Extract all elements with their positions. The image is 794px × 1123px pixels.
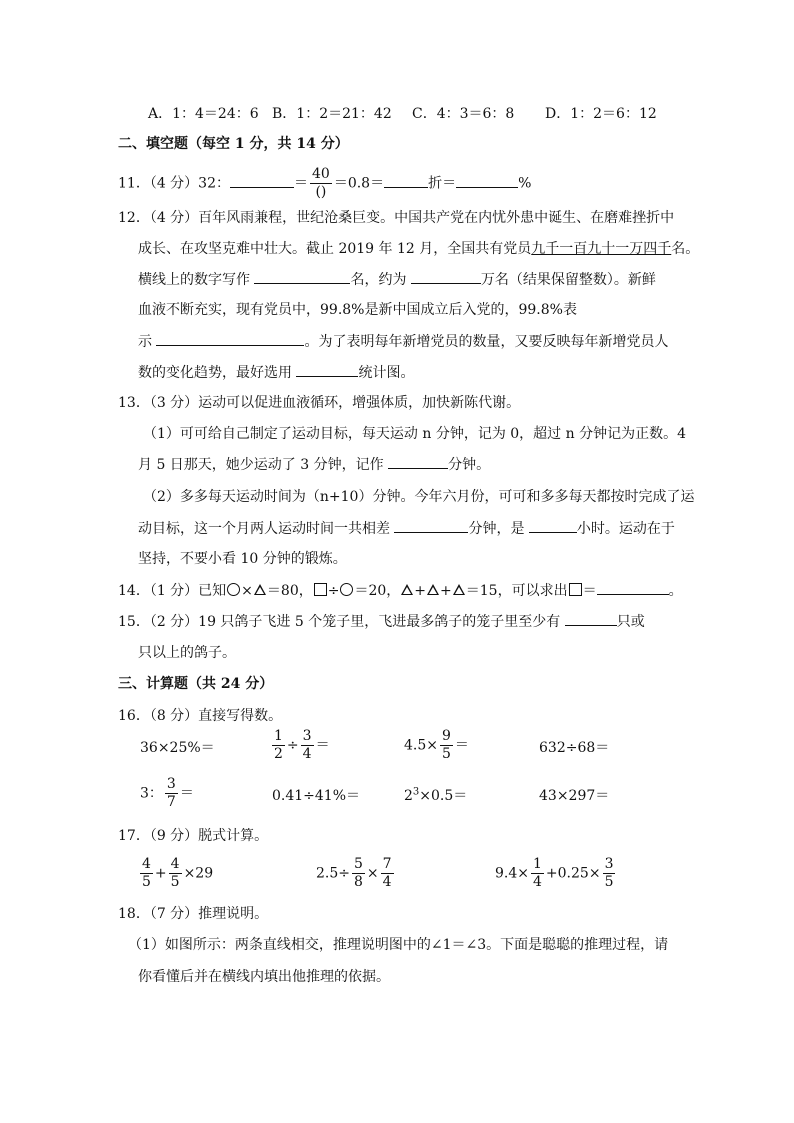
denominator: 5 [170,874,180,890]
q11-eq: ＝ [294,175,308,192]
q13-line-2: （1）可可给自己制定了运动目标，每天运动 n 分钟，记为 0，超过 n 分钟记为正数。4 [143,426,687,442]
square-symbol-icon [314,583,327,596]
expression: 4.5× [404,737,438,754]
q13-line-6: 坚持，不要小看 10 分钟的锻炼。 [138,551,347,567]
option-a: A．1：4＝24：6 [148,106,259,122]
triangle-symbol-icon [453,584,465,595]
numerator: 4 [170,856,180,872]
q11-fraction [310,166,332,201]
q16-title: 16．（8 分）直接写得数。 [118,708,283,724]
q16-item-2 [270,728,330,763]
question-14 [118,580,683,601]
q12-text: 统计图。 [358,365,415,381]
q12-line-3 [138,269,656,290]
square-symbol-icon [569,583,582,596]
equals: ＝ [454,737,469,754]
denominator: 2 [274,746,283,762]
q13-line-3 [138,454,490,475]
denominator: 5 [604,874,614,890]
denominator: 5 [442,746,451,762]
numerator: 1 [274,728,283,744]
q12-text: 数的变化趋势，最好选用 [138,365,297,381]
q14-text: ÷ [327,583,340,599]
q12-text: 名，约为 [350,272,411,288]
q15-text: 只或 [616,614,645,630]
triangle-symbol-icon [254,584,266,595]
numerator: 3 [604,856,614,872]
q11-blank-1[interactable] [230,173,294,188]
section-title-fill-in: 二、填空题（每空 1 分，共 14 分） [118,136,349,152]
q11-mid: ＝0.8＝ [333,175,385,192]
q14-text: ＝ [582,583,597,599]
q12-blank-chart-type[interactable] [296,362,358,377]
q13-line-4: （2）多多每天运动时间为（n+10）分钟。今年六月份，可可和多多每天都按时完成了运 [143,489,695,505]
numerator: 9 [442,728,451,744]
q12-text: 成长、在攻坚克难中壮大。截止 2019 年 12 月，全国共有党员 [138,241,532,257]
q12-text: 名。 [671,241,700,257]
q12-line-5 [138,331,668,352]
q18-line-2: 你看懂后并在横线内填出他推理的依据。 [138,969,390,985]
q14-text: ＝20， [354,583,401,599]
expression: 3： [140,785,163,802]
q15-line-2: 只以上的鸽子。 [138,645,236,661]
q13-text: 动目标，这一个月两人运动时间一共相差 [138,521,395,537]
denominator: 5 [142,874,151,890]
operator: + [154,865,167,882]
exponent: 3 [412,786,420,798]
denominator: 4 [533,874,542,890]
q12-blank-meaning[interactable] [156,331,304,346]
q11-zhe: 折＝ [428,175,457,192]
operator: × [366,865,379,882]
q12-text: 。为了表明每年新增党员的数量，又要反映每年新增党员人 [304,334,669,350]
q12-text: 示 [138,334,157,350]
option-b: B．1：2＝21：42 [272,106,392,122]
section-title-calculation: 三、计算题（共 24 分） [118,676,274,692]
q17-expression-1 [138,856,213,891]
q16-item-7 [404,785,467,805]
q11-percent: % [518,175,532,192]
q16-item-8: 43×297＝ [539,788,610,804]
q13-text: 分钟，是 [468,521,529,537]
q18-line-1: （1）如图所示：两条直线相交，推理说明图中的∠1＝∠3。下面是聪聪的推理过程，请 [128,937,669,953]
q12-line-4 [138,300,675,320]
q11-fraction-denominator: () [315,184,327,200]
q14-text: ＝15，可以求出 [465,583,568,599]
q17-title: 17．（9 分）脱式计算。 [118,828,269,844]
base: 2 [404,788,413,804]
expression: ×0.5＝ [419,788,468,804]
q16-item-3 [404,728,469,763]
q17-expression-3 [495,856,617,891]
option-d: D．1：2＝6：12 [545,106,657,122]
q13-line-5 [138,518,675,539]
numerator: 1 [533,856,542,872]
q14-text: 。 [668,583,683,599]
numerator: 3 [302,728,312,744]
numerator: 5 [354,856,363,872]
q12-blank-approx[interactable] [411,269,481,284]
q17-expression-2 [316,856,396,891]
circle-symbol-icon [340,583,353,596]
q14-text: + [414,583,427,599]
equals: ＝ [179,785,194,802]
q12-text: 血液不断充实，现有党员中，99.8%是新中国成立后入党的，99.8%表 [138,302,577,318]
q12-blank-write-number[interactable] [254,269,350,284]
denominator: 7 [166,794,176,810]
q13-line-1: 13．（3 分）运动可以促进血液循环，增强体质，加快新陈代谢。 [118,395,521,411]
q11-prefix: 11．（4 分）32： [118,175,230,192]
q13-text: 小时。运动在于 [576,521,675,537]
q12-line-2 [138,239,699,259]
q14-text: ＝80， [266,583,313,599]
question-11 [118,166,531,201]
equals: ＝ [315,737,330,754]
q13-blank-3[interactable] [529,518,577,533]
q16-item-4: 632÷68＝ [539,740,610,756]
triangle-symbol-icon [401,584,413,595]
expression: ×29 [183,865,214,882]
q18-title: 18．（7 分）推理说明。 [118,906,269,922]
expression: 2.5÷ [316,865,350,882]
option-c: C．4：3＝6：8 [412,106,515,122]
operator: +0.25× [545,865,601,882]
q11-blank-2[interactable] [384,173,428,188]
triangle-symbol-icon [427,584,439,595]
operator: ÷ [286,737,299,754]
q13-blank-1[interactable] [388,454,448,469]
numerator: 3 [166,776,176,792]
q15-blank[interactable] [565,611,617,626]
q15-line-1 [118,611,645,632]
numerator: 7 [382,856,392,872]
q12-text: 万名（结果保留整数）。新鲜 [480,272,656,288]
q11-blank-3[interactable] [456,173,518,188]
q13-text: 分钟。 [448,457,491,473]
q16-item-6: 0.41÷41%＝ [272,788,361,804]
q16-item-5 [140,776,194,811]
numerator: 4 [142,856,151,872]
denominator: 8 [354,874,363,890]
q14-text: × [241,583,253,599]
q12-line-6 [138,362,414,383]
q12-underlined-number: 九千一百九十一万四千 [531,241,672,257]
q14-text: + [440,583,452,599]
q12-text: 横线上的数字写作 [138,272,255,288]
expression: 9.4× [495,865,529,882]
q11-fraction-numerator: 40 [312,166,330,182]
q15-text: 15．（2 分）19 只鸽子飞进 5 个笼子里，飞进最多鸽子的笼子里至少有 [118,614,565,630]
q13-text: 月 5 日那天，她少运动了 3 分钟，记作 [138,457,389,473]
q13-blank-2[interactable] [394,518,468,533]
denominator: 4 [382,874,392,890]
circle-symbol-icon [227,583,240,596]
q14-text: 14．（1 分）已知 [118,583,227,599]
denominator: 4 [302,746,312,762]
q16-item-1: 36×25%＝ [140,740,215,756]
q14-blank[interactable] [597,580,669,595]
q12-line-1: 12．（4 分）百年风雨兼程，世纪沧桑巨变。中国共产党在内忧外患中诞生、在磨难挫折中 [118,210,675,226]
